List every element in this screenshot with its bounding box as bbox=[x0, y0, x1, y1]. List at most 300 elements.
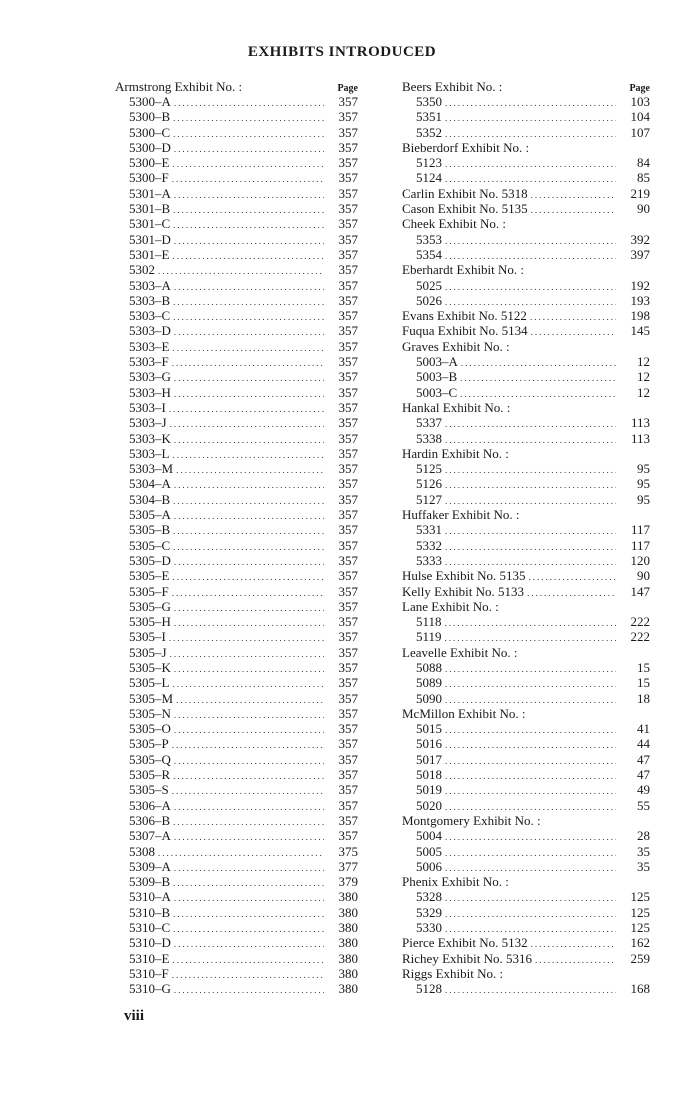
dot-leader bbox=[176, 693, 324, 708]
entry-label: 5353 bbox=[416, 231, 442, 247]
entry-label: 5303–K bbox=[129, 430, 171, 446]
entry-label: 5305–I bbox=[129, 629, 166, 645]
index-entry bbox=[115, 216, 358, 231]
entry-page-number: 357 bbox=[338, 644, 358, 660]
entry-page-number: 357 bbox=[338, 445, 358, 461]
dot-leader bbox=[172, 586, 324, 601]
entry-page-number: 35 bbox=[637, 858, 650, 874]
dot-leader bbox=[173, 815, 324, 830]
dot-leader bbox=[173, 907, 324, 922]
dot-leader bbox=[174, 800, 324, 815]
dot-leader bbox=[172, 341, 324, 356]
dot-leader bbox=[172, 249, 324, 264]
entry-page-number: 104 bbox=[630, 109, 650, 125]
index-entry bbox=[115, 140, 358, 155]
dot-leader bbox=[445, 524, 616, 539]
dot-leader bbox=[173, 494, 324, 509]
dot-leader bbox=[174, 723, 324, 738]
entry-page-number: 357 bbox=[338, 797, 358, 813]
index-entry bbox=[402, 844, 650, 859]
index-entry bbox=[402, 584, 650, 599]
entry-page-number: 357 bbox=[338, 369, 358, 385]
entry-label: 5006 bbox=[416, 858, 442, 874]
entry-label: 5305–F bbox=[129, 583, 169, 599]
dot-leader bbox=[174, 662, 324, 677]
entry-label: 5300–C bbox=[129, 124, 171, 140]
dot-leader bbox=[174, 555, 324, 570]
index-entry bbox=[115, 476, 358, 491]
entry-page-number: 357 bbox=[338, 430, 358, 446]
entry-label: 5015 bbox=[416, 721, 442, 737]
entry-page-number: 357 bbox=[338, 583, 358, 599]
index-entry bbox=[402, 951, 650, 966]
left-column-header bbox=[115, 80, 358, 94]
dot-leader bbox=[174, 371, 324, 386]
index-entry bbox=[115, 660, 358, 675]
entry-page-number: 357 bbox=[338, 415, 358, 431]
dot-leader bbox=[173, 111, 324, 126]
dot-leader bbox=[174, 387, 324, 402]
right-column bbox=[402, 80, 650, 997]
entry-label: 5310–B bbox=[129, 904, 171, 920]
entry-page-number: 222 bbox=[630, 629, 650, 645]
entry-page-number: 125 bbox=[630, 889, 650, 905]
entry-label: 5310–E bbox=[129, 950, 170, 966]
dot-leader bbox=[174, 754, 324, 769]
dot-leader bbox=[169, 631, 324, 646]
index-entry bbox=[115, 323, 358, 338]
index-entry bbox=[115, 721, 358, 736]
index-entry bbox=[115, 201, 358, 216]
entry-label: 5305–S bbox=[129, 782, 169, 798]
exhibit-group-heading: Armstrong Exhibit No. : bbox=[115, 79, 243, 94]
exhibit-group-heading bbox=[402, 966, 650, 981]
entry-label: 5126 bbox=[416, 476, 442, 492]
exhibit-group-heading: Beers Exhibit No. : bbox=[402, 79, 503, 94]
entry-label: 5305–D bbox=[129, 552, 171, 568]
entry-label: 5300–F bbox=[129, 170, 169, 186]
index-entry bbox=[402, 935, 650, 950]
entry-label: McMillon Exhibit No. : bbox=[402, 705, 526, 721]
entry-label: 5016 bbox=[416, 736, 442, 752]
entry-page-number: 357 bbox=[338, 292, 358, 308]
entry-label: 5303–B bbox=[129, 292, 171, 308]
entry-page-number: 357 bbox=[338, 201, 358, 217]
dot-leader bbox=[173, 127, 324, 142]
dot-leader bbox=[445, 540, 616, 555]
index-entry bbox=[115, 415, 358, 430]
entry-page-number: 117 bbox=[630, 522, 650, 538]
index-entry bbox=[115, 278, 358, 293]
entry-label: 5005 bbox=[416, 843, 442, 859]
entry-page-number: 35 bbox=[637, 843, 650, 859]
page-number: viii bbox=[124, 1008, 145, 1024]
entry-page-number: 125 bbox=[630, 920, 650, 936]
index-entry bbox=[115, 782, 358, 797]
index-entry bbox=[402, 675, 650, 690]
entry-label: 5128 bbox=[416, 981, 442, 997]
exhibit-group-heading bbox=[402, 813, 650, 828]
exhibit-group-heading bbox=[402, 140, 650, 155]
entry-label: 5305–Q bbox=[129, 751, 171, 767]
index-entry bbox=[115, 232, 358, 247]
dot-leader bbox=[445, 754, 616, 769]
index-entry bbox=[115, 935, 358, 950]
index-entry bbox=[115, 874, 358, 889]
entry-page-number: 397 bbox=[630, 246, 650, 262]
dot-leader bbox=[173, 876, 324, 891]
index-entry bbox=[402, 691, 650, 706]
entry-label: 5304–B bbox=[129, 491, 171, 507]
entry-label: Bieberdorf Exhibit No. : bbox=[402, 139, 530, 155]
index-entry bbox=[402, 736, 650, 751]
entry-label: 5090 bbox=[416, 690, 442, 706]
entry-label: Kelly Exhibit No. 5133 bbox=[402, 583, 525, 599]
index-entry bbox=[402, 476, 650, 491]
entry-page-number: 357 bbox=[338, 629, 358, 645]
entry-label: 5124 bbox=[416, 170, 442, 186]
entry-label: 5305–C bbox=[129, 537, 171, 553]
exhibit-group-heading bbox=[402, 400, 650, 415]
entry-label: 5300–A bbox=[129, 94, 171, 109]
dot-leader bbox=[173, 922, 324, 937]
index-entry bbox=[402, 905, 650, 920]
entry-label: 5337 bbox=[416, 415, 442, 431]
index-entry bbox=[115, 94, 358, 109]
dot-leader bbox=[174, 280, 324, 295]
dot-leader bbox=[158, 846, 324, 861]
index-entry bbox=[402, 782, 650, 797]
entry-page-number: 357 bbox=[338, 155, 358, 171]
dot-leader bbox=[531, 203, 616, 218]
entry-label: 5303–E bbox=[129, 338, 170, 354]
entry-label: 5328 bbox=[416, 889, 442, 905]
index-entry bbox=[115, 262, 358, 277]
dot-leader bbox=[461, 356, 616, 371]
index-entry bbox=[115, 798, 358, 813]
entry-label: Graves Exhibit No. : bbox=[402, 338, 510, 354]
entry-label: 5019 bbox=[416, 782, 442, 798]
entry-label: 5303–F bbox=[129, 354, 169, 370]
entry-page-number: 377 bbox=[338, 858, 358, 874]
entry-page-number: 162 bbox=[630, 935, 650, 951]
entry-label: 5305–H bbox=[129, 614, 171, 630]
entry-label: 5303–L bbox=[129, 445, 170, 461]
entry-label: 5300–D bbox=[129, 139, 171, 155]
index-entry bbox=[402, 323, 650, 338]
entry-label: Richey Exhibit No. 5316 bbox=[402, 950, 532, 966]
exhibit-group-heading bbox=[402, 599, 650, 614]
entry-label: 5123 bbox=[416, 155, 442, 171]
entry-label: 5351 bbox=[416, 109, 442, 125]
entry-page-number: 392 bbox=[630, 231, 650, 247]
entry-page-number: 380 bbox=[338, 935, 358, 951]
entry-label: 5301–E bbox=[129, 246, 170, 262]
entry-page-number: 357 bbox=[338, 782, 358, 798]
entry-page-number: 357 bbox=[338, 139, 358, 155]
dot-leader bbox=[174, 861, 324, 876]
entry-label: 5305–P bbox=[129, 736, 169, 752]
entry-label: 5303–D bbox=[129, 323, 171, 339]
entry-page-number: 357 bbox=[338, 185, 358, 201]
index-entry bbox=[402, 522, 650, 537]
entry-label: 5305–B bbox=[129, 522, 171, 538]
dot-leader bbox=[445, 96, 616, 111]
index-entry bbox=[402, 155, 650, 170]
entry-page-number: 219 bbox=[630, 185, 650, 201]
entry-label: 5003–A bbox=[416, 354, 458, 370]
entry-page-number: 12 bbox=[637, 384, 650, 400]
entry-page-number: 357 bbox=[338, 598, 358, 614]
entry-label: 5300–B bbox=[129, 109, 171, 125]
entry-label: 5018 bbox=[416, 767, 442, 783]
entry-label: 5305–O bbox=[129, 721, 171, 737]
index-entry bbox=[115, 614, 358, 629]
entry-page-number: 103 bbox=[630, 94, 650, 109]
dot-leader bbox=[445, 846, 616, 861]
entry-label: 5303–A bbox=[129, 277, 171, 293]
entry-label: 5303–I bbox=[129, 399, 166, 415]
index-entry bbox=[115, 568, 358, 583]
entry-page-number: 357 bbox=[338, 94, 358, 109]
entry-label: 5026 bbox=[416, 292, 442, 308]
entry-label: 5331 bbox=[416, 522, 442, 538]
entry-page-number: 85 bbox=[637, 170, 650, 186]
entry-label: 5304–A bbox=[129, 476, 171, 492]
index-entry bbox=[115, 507, 358, 522]
entry-page-number: 357 bbox=[338, 399, 358, 415]
entry-label: Cason Exhibit No. 5135 bbox=[402, 201, 528, 217]
dot-leader bbox=[527, 586, 616, 601]
entry-page-number: 222 bbox=[630, 614, 650, 630]
index-entry bbox=[115, 706, 358, 721]
entry-label: 5025 bbox=[416, 277, 442, 293]
entry-label: 5305–M bbox=[129, 690, 174, 706]
entry-page-number: 47 bbox=[637, 751, 650, 767]
dot-leader bbox=[170, 647, 324, 662]
dot-leader bbox=[445, 463, 616, 478]
dot-leader bbox=[172, 448, 324, 463]
entry-page-number: 12 bbox=[637, 354, 650, 370]
exhibit-group-heading bbox=[402, 706, 650, 721]
entry-label: 5305–E bbox=[129, 568, 170, 584]
index-entry bbox=[115, 553, 358, 568]
entry-page-number: 357 bbox=[338, 812, 358, 828]
entry-label: 5302 bbox=[129, 262, 155, 278]
index-entry bbox=[402, 94, 650, 109]
dot-leader bbox=[158, 264, 324, 279]
dot-leader bbox=[445, 891, 616, 906]
exhibit-group-heading bbox=[402, 507, 650, 522]
dot-leader bbox=[174, 433, 324, 448]
index-entry bbox=[115, 736, 358, 751]
entry-label: 5017 bbox=[416, 751, 442, 767]
entry-label: 5305–J bbox=[129, 644, 167, 660]
entry-label: 5338 bbox=[416, 430, 442, 446]
dot-leader bbox=[445, 478, 616, 493]
dot-leader bbox=[445, 677, 616, 692]
right-exhibit-list bbox=[402, 94, 650, 997]
entry-label: 5305–R bbox=[129, 767, 171, 783]
entry-page-number: 357 bbox=[338, 170, 358, 186]
dot-leader bbox=[445, 983, 616, 998]
entry-page-number: 192 bbox=[630, 277, 650, 293]
index-entry bbox=[115, 767, 358, 782]
index-entry bbox=[402, 920, 650, 935]
entry-page-number: 357 bbox=[338, 690, 358, 706]
entry-page-number: 44 bbox=[637, 736, 650, 752]
entry-page-number: 15 bbox=[637, 659, 650, 675]
entry-page-number: 357 bbox=[338, 507, 358, 523]
index-entry bbox=[115, 889, 358, 904]
dot-leader bbox=[445, 157, 616, 172]
entry-label: 5088 bbox=[416, 659, 442, 675]
dot-leader bbox=[535, 953, 616, 968]
entry-page-number: 375 bbox=[338, 843, 358, 859]
dot-leader bbox=[174, 509, 324, 524]
entry-label: 5310–A bbox=[129, 889, 171, 905]
dot-leader bbox=[172, 784, 324, 799]
entry-page-number: 18 bbox=[637, 690, 650, 706]
index-entry bbox=[115, 645, 358, 660]
entry-page-number: 357 bbox=[338, 568, 358, 584]
dot-leader bbox=[172, 953, 324, 968]
dot-leader bbox=[445, 234, 616, 249]
entry-label: 5333 bbox=[416, 552, 442, 568]
index-entry bbox=[402, 889, 650, 904]
entry-label: 5350 bbox=[416, 94, 442, 109]
index-entry bbox=[115, 522, 358, 537]
index-entry bbox=[115, 951, 358, 966]
entry-page-number: 357 bbox=[338, 277, 358, 293]
dot-leader bbox=[530, 310, 616, 325]
index-entry bbox=[402, 981, 650, 996]
entry-label: 5308 bbox=[129, 843, 155, 859]
entry-page-number: 357 bbox=[338, 231, 358, 247]
entry-label: 5303–G bbox=[129, 369, 171, 385]
index-entry bbox=[115, 981, 358, 996]
entry-label: Hulse Exhibit No. 5135 bbox=[402, 568, 526, 584]
dot-leader bbox=[445, 769, 616, 784]
dot-leader bbox=[531, 937, 616, 952]
dot-leader bbox=[445, 830, 616, 845]
entry-label: Fuqua Exhibit No. 5134 bbox=[402, 323, 528, 339]
page-title: EXHIBITS INTRODUCED bbox=[247, 44, 437, 60]
entry-page-number: 357 bbox=[338, 705, 358, 721]
entry-page-number: 357 bbox=[338, 461, 358, 477]
entry-page-number: 357 bbox=[338, 384, 358, 400]
entry-label: 5301–C bbox=[129, 216, 171, 232]
entry-page-number: 41 bbox=[637, 721, 650, 737]
entry-label: 5332 bbox=[416, 537, 442, 553]
index-entry bbox=[402, 232, 650, 247]
entry-page-number: 357 bbox=[338, 323, 358, 339]
dot-leader bbox=[170, 417, 324, 432]
dot-leader bbox=[445, 907, 616, 922]
entry-label: 5127 bbox=[416, 491, 442, 507]
entry-label: 5306–B bbox=[129, 812, 171, 828]
entry-label: 5305–A bbox=[129, 507, 171, 523]
entry-label: 5301–B bbox=[129, 201, 171, 217]
entry-page-number: 147 bbox=[630, 583, 650, 599]
index-entry bbox=[402, 354, 650, 369]
entry-label: Huffaker Exhibit No. : bbox=[402, 507, 520, 523]
entry-page-number: 380 bbox=[338, 920, 358, 936]
entry-label: 5301–D bbox=[129, 231, 171, 247]
left-exhibit-list bbox=[115, 94, 358, 997]
entry-page-number: 379 bbox=[338, 874, 358, 890]
entry-page-number: 145 bbox=[630, 323, 650, 339]
entry-page-number: 259 bbox=[630, 950, 650, 966]
index-entry bbox=[402, 415, 650, 430]
entry-label: 5303–C bbox=[129, 308, 171, 324]
entry-page-number: 380 bbox=[338, 950, 358, 966]
entry-label: 5118 bbox=[416, 614, 442, 630]
index-entry bbox=[402, 828, 650, 843]
dot-leader bbox=[445, 616, 616, 631]
entry-label: 5354 bbox=[416, 246, 442, 262]
index-entry bbox=[402, 492, 650, 507]
entry-page-number: 357 bbox=[338, 751, 358, 767]
dot-leader bbox=[172, 968, 324, 983]
dot-leader bbox=[172, 157, 324, 172]
index-entry bbox=[402, 752, 650, 767]
entry-label: 5305–G bbox=[129, 598, 171, 614]
index-entry bbox=[402, 385, 650, 400]
page-column-label: Page bbox=[337, 83, 358, 94]
dot-leader bbox=[174, 891, 324, 906]
entry-page-number: 357 bbox=[338, 522, 358, 538]
entry-label: 5305–L bbox=[129, 675, 170, 691]
index-entry bbox=[115, 369, 358, 384]
dot-leader bbox=[173, 524, 324, 539]
index-entry bbox=[115, 339, 358, 354]
index-entry bbox=[402, 109, 650, 124]
index-entry bbox=[115, 813, 358, 828]
entry-page-number: 113 bbox=[630, 430, 650, 446]
index-entry bbox=[402, 308, 650, 323]
entry-page-number: 95 bbox=[637, 461, 650, 477]
dot-leader bbox=[174, 830, 324, 845]
entry-page-number: 357 bbox=[338, 354, 358, 370]
index-entry bbox=[402, 278, 650, 293]
entry-page-number: 357 bbox=[338, 476, 358, 492]
entry-page-number: 117 bbox=[630, 537, 650, 553]
index-entry bbox=[402, 186, 650, 201]
dot-leader bbox=[531, 325, 616, 340]
dot-leader bbox=[174, 478, 324, 493]
entry-page-number: 380 bbox=[338, 981, 358, 997]
right-column-header bbox=[402, 80, 650, 94]
dot-leader bbox=[173, 203, 324, 218]
entry-page-number: 107 bbox=[630, 124, 650, 140]
dot-leader bbox=[174, 983, 324, 998]
exhibit-group-heading bbox=[402, 216, 650, 231]
index-entry bbox=[115, 247, 358, 262]
dot-leader bbox=[174, 234, 324, 249]
index-entry bbox=[115, 155, 358, 170]
entry-page-number: 357 bbox=[338, 124, 358, 140]
index-entry bbox=[402, 660, 650, 675]
entry-page-number: 113 bbox=[630, 415, 650, 431]
left-column bbox=[115, 80, 358, 997]
index-entry bbox=[115, 400, 358, 415]
entry-label: 5307–A bbox=[129, 828, 171, 844]
entry-page-number: 357 bbox=[338, 262, 358, 278]
dot-leader bbox=[445, 738, 616, 753]
entry-label: 5003–B bbox=[416, 369, 458, 385]
index-entry bbox=[115, 905, 358, 920]
